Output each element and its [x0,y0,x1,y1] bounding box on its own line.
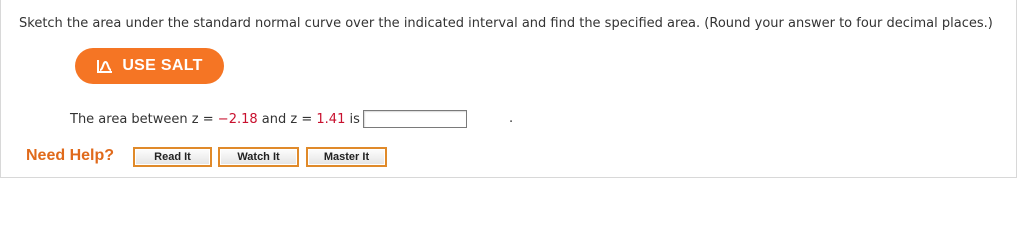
and-word: and [261,111,287,127]
read-it-button[interactable]: Read It [133,147,212,167]
z2-label: z = [290,111,313,127]
use-salt-button[interactable] [75,48,224,84]
question-prefix: The area between [70,111,188,127]
period-text: . [509,111,514,126]
salt-chart-icon [96,58,114,74]
z2-value: 1.41 [316,111,346,127]
z1-value: −2.18 [217,111,258,127]
instructions-text: Sketch the area under the standard normal curve over the indicated interval and find the specified area. (Round your answer to four decimal places.) [19,16,993,31]
z1-label: z = [191,111,214,127]
master-it-button[interactable]: Master It [306,147,387,167]
answer-input[interactable] [363,110,467,128]
use-salt-label: USE SALT [122,57,203,74]
question-line [70,110,467,128]
question-suffix: is [349,111,360,127]
watch-it-button[interactable]: Watch It [218,147,299,167]
need-help-label: Need Help? [26,147,115,164]
